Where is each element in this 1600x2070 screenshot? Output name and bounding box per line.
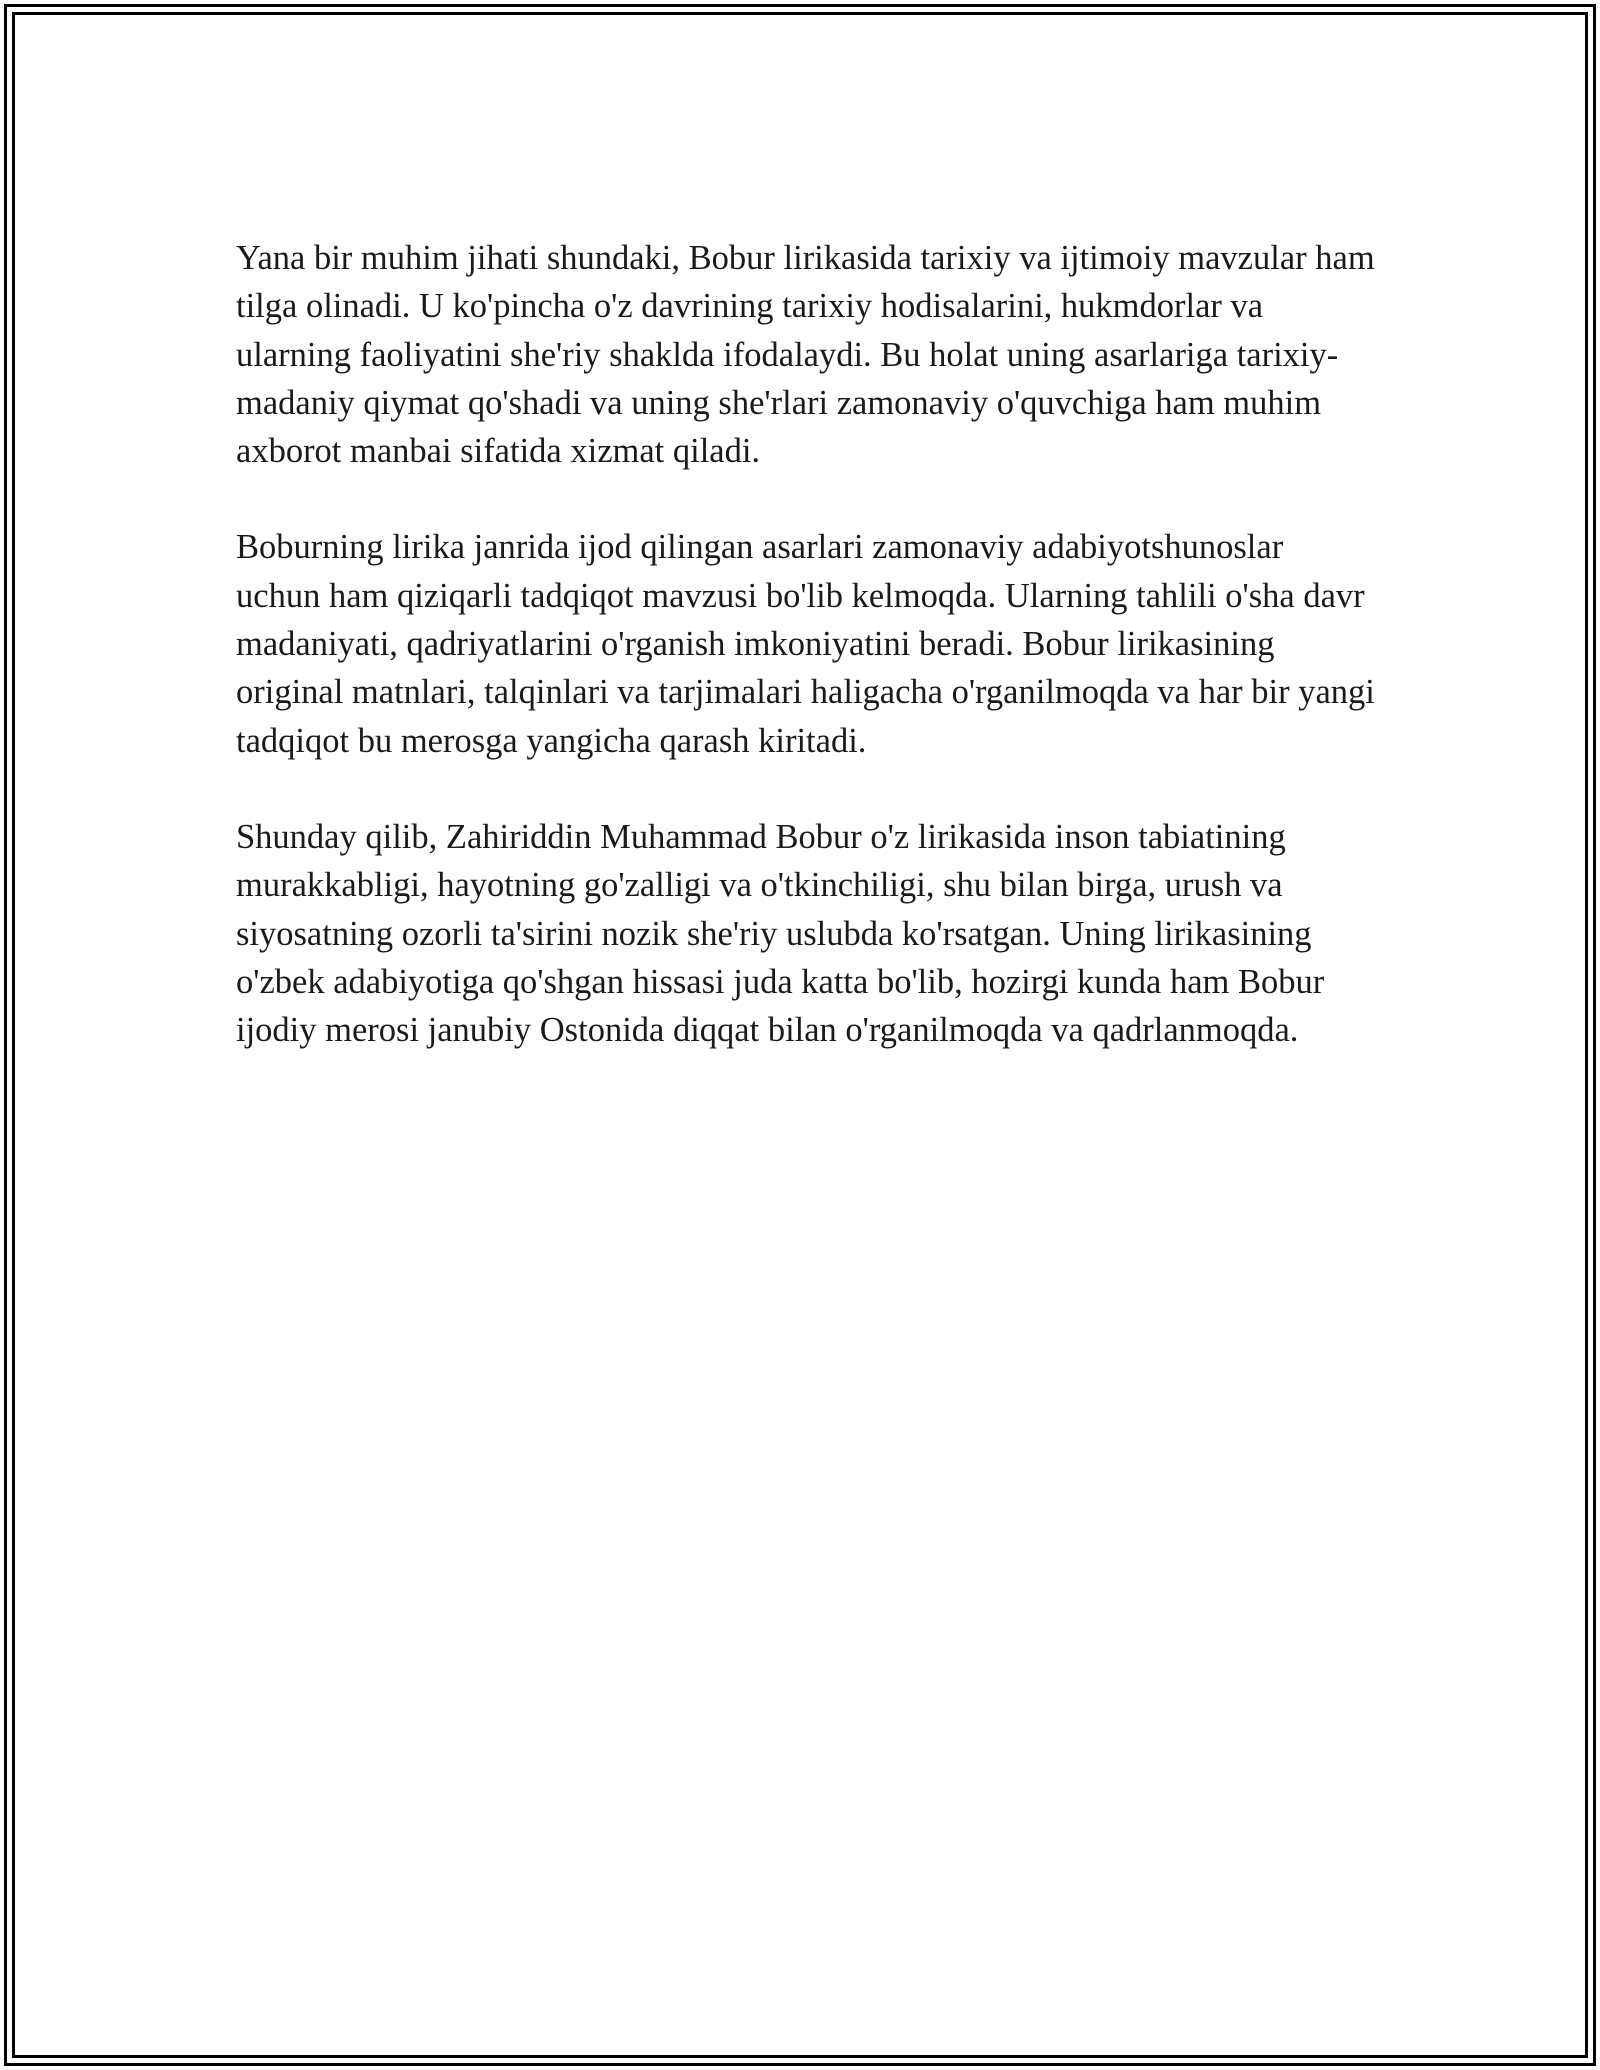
- paragraph-3: Shunday qilib, Zahiriddin Muhammad Bobur o'z lirikasida inson tabiatining murakkabligi, hayotning go'zalligi va o'tkinchiligi, shu bilan birga, urush va siyosatning ozorli ta'sirini nozik she'riy uslubda ko'rsatgan. Uning lirikasining o'zbek adabiyotiga qo'shgan hissasi juda katta bo'lib, hozirgi kunda ham Bobur ijodiy merosi janubiy Ostonida diqqat bilan o'rganilmoqda va qadrlanmoqda.: [236, 817, 1325, 1050]
- document-body: [236, 234, 1376, 1102]
- paragraph-1: Yana bir muhim jihati shundaki, Bobur lirikasida tarixiy va ijtimoiy mavzular ham tilga olinadi. U ko'pincha o'z davrining tarixiy hodisalarini, hukmdorlar va ularning faoliyatini she'riy shaklda ifodalaydi. Bu holat uning asarlariga tarixiy-madaniy qiymat qo'shadi va uning she'rlari zamonaviy o'quvchiga ham muhim axborot manbai sifatida xizmat qiladi.: [236, 239, 1375, 471]
- paragraph-2: Boburning lirika janrida ijod qilingan asarlari zamonaviy adabiyotshunoslar uchun ham qiziqarli tadqiqot mavzusi bo'lib kelmoqda. Ularning tahlili o'sha davr madaniyati, qadriyatlarini o'rganish imkoniyatini beradi. Bobur lirikasining original matnlari, talqinlari va tarjimalari haligacha o'rganilmoqda va har bir yangi tadqiqot bu merosga yangicha qarash kiritadi.: [236, 528, 1375, 760]
